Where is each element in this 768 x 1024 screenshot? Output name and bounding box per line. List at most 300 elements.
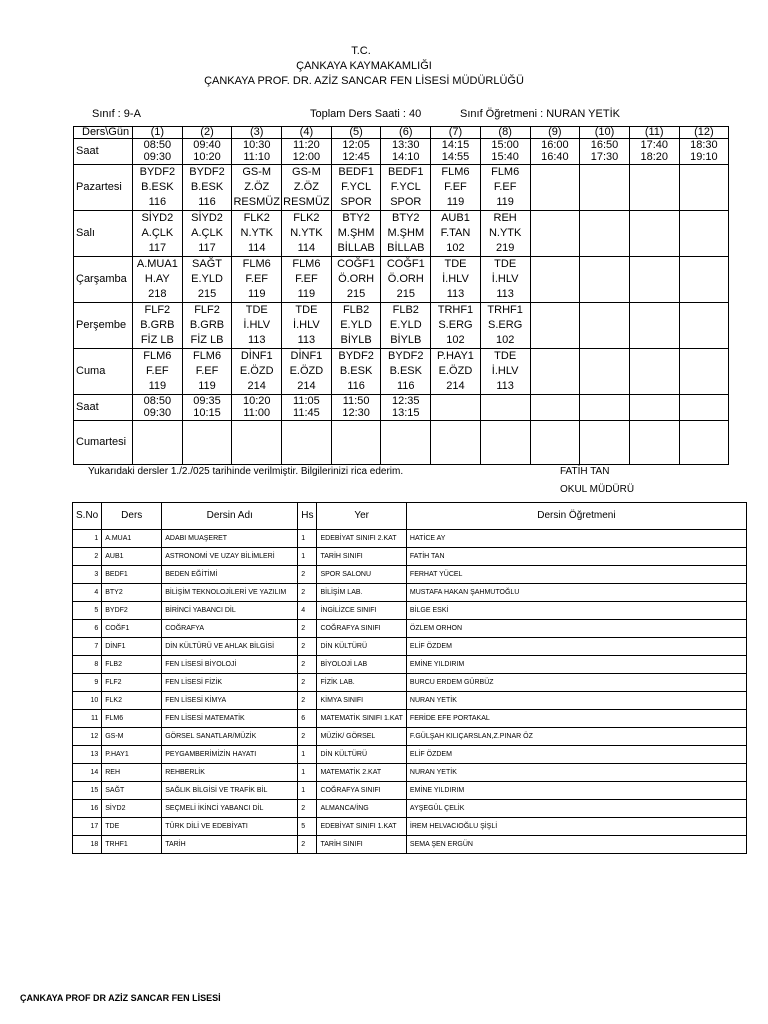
period-number: (8) <box>480 127 530 139</box>
lesson-room: 119 <box>496 196 514 208</box>
period-number: (10) <box>580 127 630 139</box>
hours-header: Hs <box>298 503 317 530</box>
lesson-code: TRHF1 <box>487 304 523 316</box>
course-location: EDEBİYAT SINIFI 1.KAT <box>317 818 406 836</box>
lesson-cell <box>480 421 530 465</box>
weekly-hours: 5 <box>298 818 317 836</box>
weekly-hours: 2 <box>298 836 317 854</box>
lesson-teacher: İ.HLV <box>243 319 271 331</box>
course-code: REH <box>102 764 162 782</box>
lesson-cell <box>133 349 183 395</box>
course-teacher: FERHAT YÜCEL <box>406 566 746 584</box>
weekly-hours: 1 <box>298 764 317 782</box>
lesson-teacher: F.EF <box>493 181 517 193</box>
time-start: 15:00 <box>491 139 519 151</box>
lesson-room: 119 <box>297 288 316 300</box>
lesson-code: TDE <box>295 304 318 316</box>
course-location: EDEBİYAT SINIFI 2.KAT <box>317 530 406 548</box>
lesson-code: BEDF1 <box>338 166 374 178</box>
course-teacher: HATİCE AY <box>406 530 746 548</box>
row-label: Saat <box>74 139 133 165</box>
lesson-cell <box>580 165 630 211</box>
lesson-room: 214 <box>247 380 266 392</box>
time-cell <box>679 139 729 165</box>
course-teacher: BURCU ERDEM GÜRBÜZ <box>406 674 746 692</box>
course-code: BEDF1 <box>102 566 162 584</box>
course-location: KİMYA SINIFI <box>317 692 406 710</box>
lesson-cell <box>182 303 232 349</box>
total-hours-label: Toplam Ders Saati : 40 <box>310 108 422 120</box>
lesson-cell <box>232 349 282 395</box>
time-cell <box>580 395 630 421</box>
lesson-room: RESMÜZ <box>233 196 280 208</box>
lesson-cell <box>629 165 679 211</box>
course-name: BİLİŞİM TEKNOLOJİLERİ VE YAZILIM <box>162 584 298 602</box>
lesson-code: BYDF2 <box>189 166 225 178</box>
course-teacher: F.GÜLŞAH KILIÇARSLAN,Z.PINAR ÖZ <box>406 728 746 746</box>
row-number: 9 <box>73 674 102 692</box>
day-row-0 <box>74 165 729 211</box>
course-name: SAĞLIK BİLGİSİ VE TRAFİK BİL <box>162 782 298 800</box>
course-code: BYDF2 <box>102 602 162 620</box>
lesson-room: 113 <box>496 288 514 300</box>
lesson-cell <box>133 211 183 257</box>
lesson-code: FLB2 <box>342 304 370 316</box>
time-cell <box>480 139 530 165</box>
time-cell <box>182 395 232 421</box>
lesson-room: BİYLB <box>340 334 372 346</box>
course-code: FLK2 <box>102 692 162 710</box>
lesson-teacher: M.ŞHM <box>387 227 425 239</box>
row-number: 18 <box>73 836 102 854</box>
time-cell <box>232 139 282 165</box>
day-label: Çarşamba <box>74 257 133 303</box>
course-code: BTY2 <box>102 584 162 602</box>
course-teacher: NURAN YETİK <box>406 764 746 782</box>
row-number: 12 <box>73 728 102 746</box>
table-row <box>73 620 747 638</box>
row-number: 1 <box>73 530 102 548</box>
course-name: BEDEN EĞİTİMİ <box>162 566 298 584</box>
lesson-cell <box>282 165 332 211</box>
lesson-cell <box>182 349 232 395</box>
lesson-code: FLM6 <box>292 258 321 270</box>
lesson-teacher: F.YCL <box>341 181 372 193</box>
lesson-teacher: B.ESK <box>339 365 373 377</box>
lesson-room: RESMÜZ <box>283 196 330 208</box>
course-code: SAĞT <box>102 782 162 800</box>
lesson-code: GS-M <box>292 166 321 178</box>
table-row <box>73 728 747 746</box>
lesson-cell <box>629 257 679 303</box>
time-start: 11:20 <box>293 139 320 151</box>
course-name: FEN LİSESİ MATEMATİK <box>162 710 298 728</box>
table-row <box>73 692 747 710</box>
course-teacher: İREM HELVACIOĞLU ŞİŞLİ <box>406 818 746 836</box>
lesson-cell <box>480 349 530 395</box>
table-row <box>73 782 747 800</box>
time-start: 08:50 <box>143 395 172 407</box>
course-name: REHBERLİK <box>162 764 298 782</box>
time-start: 18:30 <box>690 139 718 151</box>
lesson-cell <box>431 303 481 349</box>
lesson-code: AUB1 <box>441 212 470 224</box>
lesson-room: 215 <box>197 288 217 300</box>
lesson-cell <box>580 421 630 465</box>
table-row <box>73 764 747 782</box>
period-number: (5) <box>331 127 381 139</box>
row-label: Saat <box>74 395 133 421</box>
lesson-cell <box>679 421 729 465</box>
lesson-cell <box>530 257 580 303</box>
lesson-teacher: M.ŞHM <box>337 227 375 239</box>
time-row <box>74 139 729 165</box>
lesson-cell <box>381 211 431 257</box>
lesson-teacher: F.EF <box>245 273 269 285</box>
day-row-saturday <box>74 421 729 465</box>
lesson-cell <box>232 165 282 211</box>
course-code: AUB1 <box>102 548 162 566</box>
lesson-room: 215 <box>396 288 415 300</box>
day-row-3 <box>74 303 729 349</box>
lesson-cell <box>232 257 282 303</box>
time-end: 12:00 <box>292 151 321 163</box>
lesson-cell <box>133 257 183 303</box>
lesson-cell <box>232 211 282 257</box>
time-start: 12:35 <box>392 395 420 407</box>
time-end: 14:55 <box>441 151 470 163</box>
period-header-row <box>74 127 729 139</box>
time-end: 17:30 <box>590 151 619 163</box>
lesson-code: BTY2 <box>392 212 420 224</box>
lesson-cell <box>133 303 183 349</box>
time-cell <box>133 395 183 421</box>
lesson-teacher: B.ESK <box>389 365 422 377</box>
lesson-cell <box>381 303 431 349</box>
table-row <box>73 530 747 548</box>
lesson-teacher: N.YTK <box>488 227 522 239</box>
course-code: FLM6 <box>102 710 162 728</box>
lesson-teacher: İ.HLV <box>293 319 320 331</box>
lesson-teacher: E.ÖZD <box>239 365 274 377</box>
course-teacher: EMİNE YILDIRIM <box>406 782 746 800</box>
lesson-cell <box>629 421 679 465</box>
lesson-room: 116 <box>198 196 216 208</box>
weekly-hours: 2 <box>298 620 317 638</box>
day-label: Pazartesi <box>74 165 133 211</box>
period-number: (11) <box>629 127 679 139</box>
row-number: 5 <box>73 602 102 620</box>
weekly-hours: 2 <box>298 728 317 746</box>
course-teacher: ELİF ÖZDEM <box>406 638 746 656</box>
course-location: FİZİK LAB. <box>317 674 406 692</box>
lesson-cell <box>381 421 431 465</box>
time-start: 08:50 <box>143 139 172 151</box>
course-teacher: MUSTAFA HAKAN ŞAHMUTOĞLU <box>406 584 746 602</box>
period-number: (9) <box>530 127 580 139</box>
time-cell <box>480 395 530 421</box>
lesson-code: FLK2 <box>243 212 270 224</box>
table-row <box>73 548 747 566</box>
lesson-cell <box>679 257 729 303</box>
course-location: DİN KÜLTÜRÜ <box>317 746 406 764</box>
course-name-header: Dersin Adı <box>162 503 298 530</box>
time-start: 10:30 <box>242 139 271 151</box>
time-end: 13:15 <box>392 407 420 419</box>
lesson-teacher: E.ÖZD <box>438 365 473 377</box>
lesson-teacher: S.ERG <box>488 319 523 331</box>
lesson-cell <box>431 257 481 303</box>
lesson-teacher: B.GRB <box>140 319 175 331</box>
course-name: COĞRAFYA <box>162 620 298 638</box>
table-row <box>73 584 747 602</box>
time-end: 11:00 <box>243 407 271 419</box>
lesson-teacher: N.YTK <box>240 227 273 239</box>
lesson-cell <box>679 349 729 395</box>
location-header: Yer <box>317 503 406 530</box>
lesson-code: COĞF1 <box>337 258 376 270</box>
lesson-cell <box>381 165 431 211</box>
period-number: (12) <box>679 127 729 139</box>
lesson-room: 119 <box>247 288 266 300</box>
course-teacher: SEMA ŞEN ERGÜN <box>406 836 746 854</box>
issue-note: Yukarıdaki dersler 1./2./025 tarihinde verilmiştir. Bilgilerinizi rica ederim. <box>88 466 404 477</box>
lesson-room: 113 <box>297 334 316 346</box>
header-line-district: ÇANKAYA KAYMAKAMLIĞI <box>296 60 432 72</box>
lesson-teacher: F.EF <box>295 273 318 285</box>
time-end: 15:40 <box>491 151 519 163</box>
period-number: (4) <box>282 127 332 139</box>
row-number: 7 <box>73 638 102 656</box>
time-cell <box>133 139 183 165</box>
lesson-teacher: E.ÖZD <box>289 365 324 377</box>
weekly-hours: 1 <box>298 548 317 566</box>
time-start: 17:40 <box>640 139 668 151</box>
lesson-code: FLM6 <box>491 166 520 178</box>
day-row-2 <box>74 257 729 303</box>
lesson-code: COĞF1 <box>386 258 425 270</box>
lesson-room: 119 <box>148 380 167 392</box>
course-name: TARİH <box>162 836 298 854</box>
lesson-room: 113 <box>247 334 266 346</box>
lesson-code: BTY2 <box>342 212 370 224</box>
lesson-cell <box>232 303 282 349</box>
time-cell <box>580 139 630 165</box>
time-end: 14:10 <box>392 151 420 163</box>
lesson-code: FLK2 <box>293 212 320 224</box>
lesson-code: TDE <box>494 258 517 270</box>
lesson-code: FLM6 <box>242 258 271 270</box>
row-number: 11 <box>73 710 102 728</box>
lesson-cell <box>580 303 630 349</box>
day-label: Salı <box>74 211 133 257</box>
lesson-room: 116 <box>397 380 415 392</box>
table-row <box>73 602 747 620</box>
weekly-hours: 6 <box>298 710 317 728</box>
course-teacher: AYŞEGÜL ÇELİK <box>406 800 746 818</box>
lesson-code: FLM6 <box>143 350 172 362</box>
lesson-cell <box>282 211 332 257</box>
course-name: FEN LİSESİ KİMYA <box>162 692 298 710</box>
lesson-cell <box>282 349 332 395</box>
lesson-cell <box>629 349 679 395</box>
lesson-code: FLM6 <box>192 350 222 362</box>
lesson-cell <box>133 165 183 211</box>
lesson-code: REH <box>493 212 517 224</box>
day-row-1 <box>74 211 729 257</box>
lesson-room: 119 <box>198 380 216 392</box>
lesson-cell <box>331 349 381 395</box>
period-number: (3) <box>232 127 282 139</box>
signer-name: FATİH TAN <box>560 466 610 477</box>
time-end: 11:10 <box>243 151 271 163</box>
lesson-cell <box>331 257 381 303</box>
lesson-teacher: E.YLD <box>389 319 422 331</box>
course-code: COĞF1 <box>102 620 162 638</box>
time-cell <box>679 395 729 421</box>
table-row <box>73 836 747 854</box>
footer-school-name: ÇANKAYA PROF DR AZİZ SANCAR FEN LİSESİ <box>20 993 221 1003</box>
course-teacher: BİLGE ESKİ <box>406 602 746 620</box>
lesson-code: BYDF2 <box>388 350 424 362</box>
table-row <box>73 566 747 584</box>
time-end: 10:20 <box>193 151 221 163</box>
time-cell <box>232 395 282 421</box>
lesson-code: SİYD2 <box>191 212 223 224</box>
time-end: 11:45 <box>293 407 320 419</box>
time-end: 19:10 <box>690 151 718 163</box>
table-row <box>73 638 747 656</box>
time-start: 12:05 <box>342 139 370 151</box>
lesson-teacher: F.EF <box>444 181 467 193</box>
weekly-hours: 1 <box>298 782 317 800</box>
time-cell <box>182 139 232 165</box>
course-name: BİRİNCİ YABANCI DİL <box>162 602 298 620</box>
course-code: DİNF1 <box>102 638 162 656</box>
weekly-hours: 1 <box>298 746 317 764</box>
lesson-teacher: İ.HLV <box>491 365 519 377</box>
lesson-room: 102 <box>446 334 465 346</box>
lesson-cell <box>629 303 679 349</box>
course-location: İNGİLİZCE SINIFI <box>317 602 406 620</box>
time-start: 16:00 <box>541 139 569 151</box>
period-number: (2) <box>182 127 232 139</box>
course-location: MATEMATİK SINIFI 1.KAT <box>317 710 406 728</box>
lesson-teacher: H.AY <box>144 273 170 285</box>
course-name: ADABI MUAŞERET <box>162 530 298 548</box>
class-teacher-label: Sınıf Öğretmeni : NURAN YETİK <box>460 108 620 120</box>
lesson-cell <box>331 303 381 349</box>
header-line-school: ÇANKAYA PROF. DR. AZİZ SANCAR FEN LİSESİ MÜDÜRLÜĞÜ <box>204 75 524 87</box>
lesson-teacher: N.YTK <box>290 227 323 239</box>
lesson-teacher: E.YLD <box>191 273 223 285</box>
lesson-teacher: B.ESK <box>190 181 224 193</box>
course-code: FLB2 <box>102 656 162 674</box>
time-cell <box>381 395 431 421</box>
lesson-teacher: B.GRB <box>189 319 225 331</box>
lesson-cell <box>182 165 232 211</box>
lesson-cell <box>331 165 381 211</box>
lesson-cell <box>331 421 381 465</box>
lesson-cell <box>182 421 232 465</box>
lesson-code: FLM6 <box>441 166 470 178</box>
lesson-teacher: Z.ÖZ <box>244 181 270 193</box>
row-number: 15 <box>73 782 102 800</box>
course-name: ASTRONOMİ VE UZAY BİLİMLERİ <box>162 548 298 566</box>
lesson-cell <box>182 257 232 303</box>
course-location: COĞRAFYA SINIFI <box>317 782 406 800</box>
lesson-room: 214 <box>297 380 316 392</box>
time-cell <box>431 395 481 421</box>
time-cell <box>331 395 381 421</box>
row-number: 16 <box>73 800 102 818</box>
lesson-cell <box>431 421 481 465</box>
teacher-header: Dersin Öğretmeni <box>406 503 746 530</box>
weekly-hours: 1 <box>298 530 317 548</box>
table-row <box>73 800 747 818</box>
time-cell <box>629 395 679 421</box>
course-name: FEN LİSESİ BİYOLOJİ <box>162 656 298 674</box>
time-end: 10:15 <box>193 407 221 419</box>
lesson-code: GS-M <box>242 166 272 178</box>
lesson-teacher: F.YCL <box>390 181 421 193</box>
time-cell <box>530 139 580 165</box>
lesson-teacher: S.ERG <box>438 319 473 331</box>
lesson-teacher: F.EF <box>146 365 169 377</box>
lesson-code: TDE <box>494 350 517 362</box>
lesson-cell <box>431 211 481 257</box>
row-number: 17 <box>73 818 102 836</box>
course-teacher: FERİDE EFE PORTAKAL <box>406 710 746 728</box>
lesson-room: 113 <box>446 288 465 300</box>
lesson-room: 116 <box>347 380 365 392</box>
row-number: 6 <box>73 620 102 638</box>
lesson-code: BEDF1 <box>388 166 424 178</box>
time-cell <box>282 395 332 421</box>
lesson-cell <box>530 303 580 349</box>
weekly-hours: 2 <box>298 566 317 584</box>
row-number: 2 <box>73 548 102 566</box>
lesson-cell <box>530 349 580 395</box>
course-name: TÜRK DİLİ VE EDEBİYATI <box>162 818 298 836</box>
row-number: 10 <box>73 692 102 710</box>
course-teacher: NURAN YETİK <box>406 692 746 710</box>
lesson-room: 113 <box>496 380 514 392</box>
table-row <box>73 710 747 728</box>
course-location: ALMANCA/İNG <box>317 800 406 818</box>
lesson-cell <box>629 211 679 257</box>
time-cell <box>282 139 332 165</box>
course-location: SPOR SALONU <box>317 566 406 584</box>
course-code: TDE <box>102 818 162 836</box>
lesson-cell <box>282 421 332 465</box>
time-cell <box>331 139 381 165</box>
weekly-hours: 2 <box>298 692 317 710</box>
time-cell <box>629 139 679 165</box>
course-location: TARİH SINIFI <box>317 836 406 854</box>
sno-header: S.No <box>73 503 102 530</box>
table-row <box>73 674 747 692</box>
course-name: FEN LİSESİ FİZİK <box>162 674 298 692</box>
lesson-cell <box>381 349 431 395</box>
time-start: 11:50 <box>342 395 370 407</box>
course-location: DİN KÜLTÜRÜ <box>317 638 406 656</box>
row-number: 8 <box>73 656 102 674</box>
lesson-cell <box>431 165 481 211</box>
lesson-code: TRHF1 <box>437 304 474 316</box>
course-location: BİYOLOJİ LAB <box>317 656 406 674</box>
lesson-room: 219 <box>495 242 515 254</box>
